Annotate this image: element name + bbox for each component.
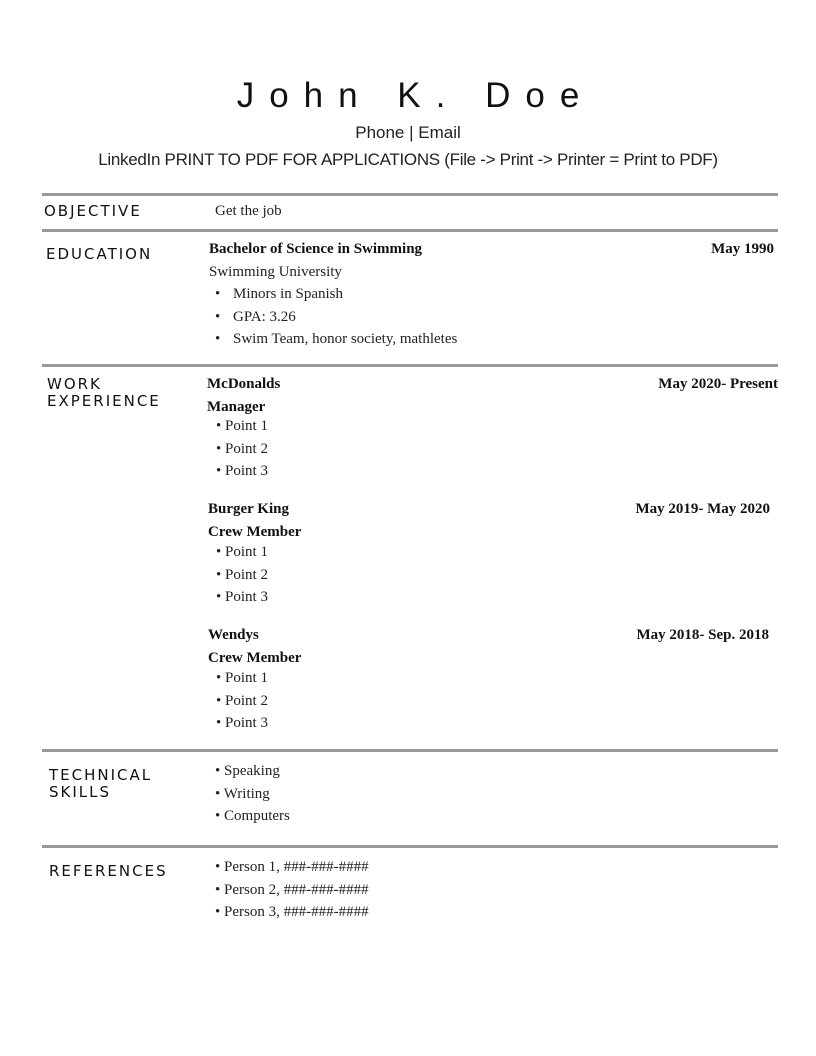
- reference-item: • Person 1, ###-###-####: [215, 859, 369, 875]
- section-divider: [42, 229, 778, 232]
- job-point-text: Point 3: [225, 715, 268, 731]
- skill-item-text: Speaking: [224, 763, 280, 779]
- job-title: Crew Member: [208, 650, 302, 666]
- contact-line: Phone | Email: [355, 123, 461, 142]
- job-point: • Point 3: [216, 589, 268, 605]
- job-point: • Point 3: [216, 715, 268, 731]
- job-date: May 2018- Sep. 2018: [636, 627, 769, 643]
- section-divider: [42, 845, 778, 848]
- job-company: Burger King: [208, 501, 289, 517]
- job-point-text: Point 3: [225, 463, 268, 479]
- section-divider: [42, 749, 778, 752]
- job-point: • Point 1: [216, 670, 268, 686]
- job-point-text: Point 1: [225, 418, 268, 434]
- job-point: • Point 1: [216, 418, 268, 434]
- job-point-text: Point 2: [225, 441, 268, 457]
- job-company: Wendys: [208, 627, 259, 643]
- job-point: • Point 3: [216, 463, 268, 479]
- references-heading: REFERENCES: [49, 862, 168, 880]
- education-degree: Bachelor of Science in Swimming: [209, 241, 423, 257]
- job-point: • Point 2: [216, 693, 268, 709]
- work-heading-line: WORK: [47, 375, 102, 393]
- education-bullet-text: Minors in Spanish: [233, 286, 344, 302]
- skill-item: • Computers: [215, 808, 290, 824]
- section-divider: [42, 193, 778, 196]
- skill-item: • Writing: [215, 786, 270, 802]
- reference-item-text: Person 1, ###-###-####: [224, 859, 369, 875]
- job-point-text: Point 2: [225, 567, 268, 583]
- skill-item: • Speaking: [215, 763, 280, 779]
- skill-item-text: Writing: [223, 786, 270, 802]
- education-bullet: •: [215, 286, 221, 302]
- skills-heading: [49, 767, 152, 801]
- work-heading-line: EXPERIENCE: [47, 392, 161, 410]
- education-school: Swimming University: [209, 264, 342, 280]
- objective-heading: OBJECTIVE: [44, 202, 142, 220]
- section-divider: [42, 364, 778, 367]
- education-bullet-text: GPA: 3.26: [233, 309, 296, 325]
- job-point-text: Point 2: [225, 693, 268, 709]
- linkedin-line: LinkedIn PRINT TO PDF FOR APPLICATIONS (File -> Print -> Printer = Print to PDF): [98, 150, 718, 169]
- job-point-text: Point 1: [225, 670, 268, 686]
- skills-heading-line: SKILLS: [49, 783, 112, 801]
- job-point: • Point 2: [216, 567, 268, 583]
- job-point: • Point 2: [216, 441, 268, 457]
- reference-item-text: Person 3, ###-###-####: [224, 904, 369, 920]
- work-heading: [47, 376, 161, 410]
- job-point-text: Point 1: [225, 544, 268, 560]
- job-title: Manager: [207, 399, 266, 415]
- skills-heading-line: TECHNICAL: [49, 766, 153, 784]
- reference-item: • Person 2, ###-###-####: [215, 882, 369, 898]
- education-heading: EDUCATION: [46, 245, 153, 263]
- reference-item-text: Person 2, ###-###-####: [224, 882, 369, 898]
- job-company: McDonalds: [207, 376, 281, 392]
- education-bullet: •: [215, 309, 221, 325]
- reference-item: • Person 3, ###-###-####: [215, 904, 369, 920]
- job-date: May 2020- Present: [658, 376, 778, 392]
- job-point: • Point 1: [216, 544, 268, 560]
- job-title: Crew Member: [208, 524, 302, 540]
- education-date: May 1990: [711, 241, 774, 257]
- skill-item-text: Computers: [224, 808, 290, 824]
- education-bullet: •: [215, 331, 221, 347]
- objective-text: Get the job: [215, 203, 282, 219]
- resume-name: John K. Doe: [236, 76, 595, 115]
- education-bullet-text: Swim Team, honor society, mathletes: [233, 331, 458, 347]
- job-date: May 2019- May 2020: [635, 501, 770, 517]
- job-point-text: Point 3: [225, 589, 268, 605]
